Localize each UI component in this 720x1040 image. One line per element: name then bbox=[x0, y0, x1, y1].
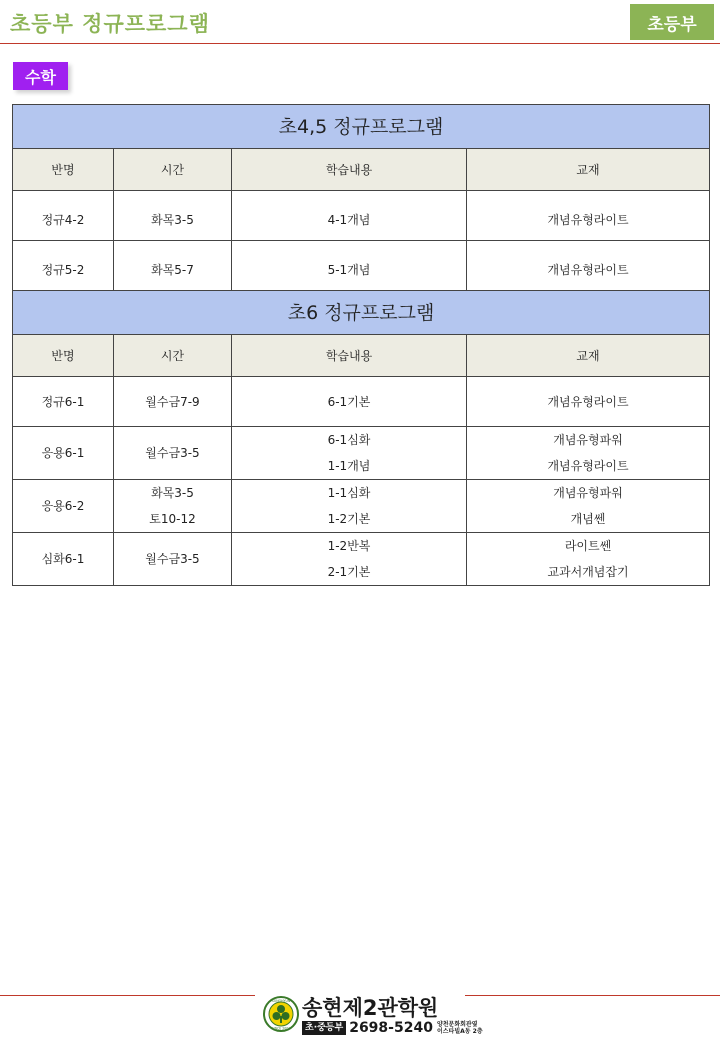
table-row bbox=[13, 241, 710, 291]
column-header: 학습내용 bbox=[232, 335, 467, 377]
cell-line: 화목3-5 bbox=[151, 486, 194, 500]
cell-line: 1-2기본 bbox=[327, 512, 371, 526]
column-header: 교재 bbox=[467, 149, 710, 191]
section-title: 초6 정규프로그램 bbox=[13, 291, 710, 335]
book-cell bbox=[467, 533, 710, 586]
book-cell bbox=[467, 241, 710, 291]
cell-line: 개념유형파워 bbox=[553, 486, 623, 500]
cell-line: 1-1심화 bbox=[327, 486, 371, 500]
cell-line: 개념유형라이트 bbox=[547, 212, 629, 227]
content-cell bbox=[232, 480, 467, 533]
time-cell bbox=[114, 377, 232, 427]
time-cell bbox=[114, 427, 232, 480]
cell-line: 개념쎈 bbox=[570, 512, 606, 526]
cell-line: 월수금3-5 bbox=[145, 446, 200, 460]
cell-line: 교과서개념잡기 bbox=[547, 565, 629, 579]
department-badge: 초등부 bbox=[630, 4, 714, 40]
cell-line: 개념유형라이트 bbox=[547, 262, 629, 277]
table-row bbox=[13, 191, 710, 241]
column-header-row bbox=[13, 335, 710, 377]
class-name-cell: 정규4-2 bbox=[13, 191, 114, 241]
cell-line: 라이트쎈 bbox=[564, 539, 612, 553]
cell-line: 개념유형파워 bbox=[553, 433, 623, 447]
schedule-table bbox=[12, 104, 710, 586]
time-cell bbox=[114, 480, 232, 533]
class-name-cell: 심화6-1 bbox=[13, 533, 114, 586]
section-title: 초4,5 정규프로그램 bbox=[13, 105, 710, 149]
book-cell bbox=[467, 191, 710, 241]
department-label: 초·중등부 bbox=[302, 1021, 346, 1035]
cell-line: 6-1기본 bbox=[327, 394, 371, 409]
address-line: 이스타빌A동 2층 bbox=[436, 1028, 483, 1035]
column-header: 시간 bbox=[114, 149, 232, 191]
section-title-row bbox=[13, 291, 710, 335]
column-header-row bbox=[13, 149, 710, 191]
address bbox=[437, 1021, 483, 1035]
class-name-cell: 정규5-2 bbox=[13, 241, 114, 291]
section-title-row bbox=[13, 105, 710, 149]
cell-line: 개념유형라이트 bbox=[547, 459, 629, 473]
table-row bbox=[13, 480, 710, 533]
academy-logo bbox=[263, 996, 299, 1032]
book-cell bbox=[467, 427, 710, 480]
content-cell bbox=[232, 241, 467, 291]
column-header: 교재 bbox=[467, 335, 710, 377]
academy-name: 송현제2관학원 bbox=[302, 996, 439, 1020]
content-cell bbox=[232, 377, 467, 427]
cell-line: 1-2반복 bbox=[327, 539, 371, 553]
content-cell bbox=[232, 533, 467, 586]
table-row bbox=[13, 533, 710, 586]
cell-line: 5-1개념 bbox=[327, 262, 371, 277]
column-header: 반명 bbox=[13, 149, 114, 191]
column-header: 학습내용 bbox=[232, 149, 467, 191]
time-cell bbox=[114, 241, 232, 291]
class-name-cell: 응용6-2 bbox=[13, 480, 114, 533]
logo-bottom-text: SINCE 2002 bbox=[271, 1026, 291, 1031]
cell-line: 월수금7-9 bbox=[145, 394, 200, 409]
column-header: 반명 bbox=[13, 335, 114, 377]
table-row bbox=[13, 377, 710, 427]
cell-line: 2-1기본 bbox=[327, 565, 371, 579]
class-name-cell: 정규6-1 bbox=[13, 377, 114, 427]
content-cell bbox=[232, 191, 467, 241]
time-cell bbox=[114, 533, 232, 586]
book-cell bbox=[467, 480, 710, 533]
subject-tag: 수학 bbox=[13, 62, 68, 90]
column-header: 시간 bbox=[114, 335, 232, 377]
content-cell bbox=[232, 427, 467, 480]
academy-contact bbox=[302, 1021, 483, 1035]
book-cell bbox=[467, 377, 710, 427]
header-divider bbox=[0, 43, 720, 44]
phone-number: 2698-5240 bbox=[349, 1020, 433, 1036]
cell-line: 6-1심화 bbox=[327, 433, 371, 447]
cell-line: 화목3-5 bbox=[151, 212, 194, 227]
cell-line: 월수금3-5 bbox=[145, 552, 200, 566]
cell-line: 1-1개념 bbox=[327, 459, 371, 473]
address-line: 양천문화회관옆 bbox=[436, 1021, 478, 1028]
footer-divider-left bbox=[0, 995, 255, 996]
cell-line: 화목5-7 bbox=[151, 262, 194, 277]
cell-line: 토10-12 bbox=[149, 512, 196, 526]
class-name-cell: 응용6-1 bbox=[13, 427, 114, 480]
table-row bbox=[13, 427, 710, 480]
cell-line: 4-1개념 bbox=[327, 212, 371, 227]
time-cell bbox=[114, 191, 232, 241]
cell-line: 개념유형라이트 bbox=[547, 394, 629, 409]
logo-top-text: SONGHYUN bbox=[271, 999, 291, 1004]
footer-divider-right bbox=[465, 995, 720, 996]
page-title: 초등부 정규프로그램 bbox=[10, 12, 210, 36]
